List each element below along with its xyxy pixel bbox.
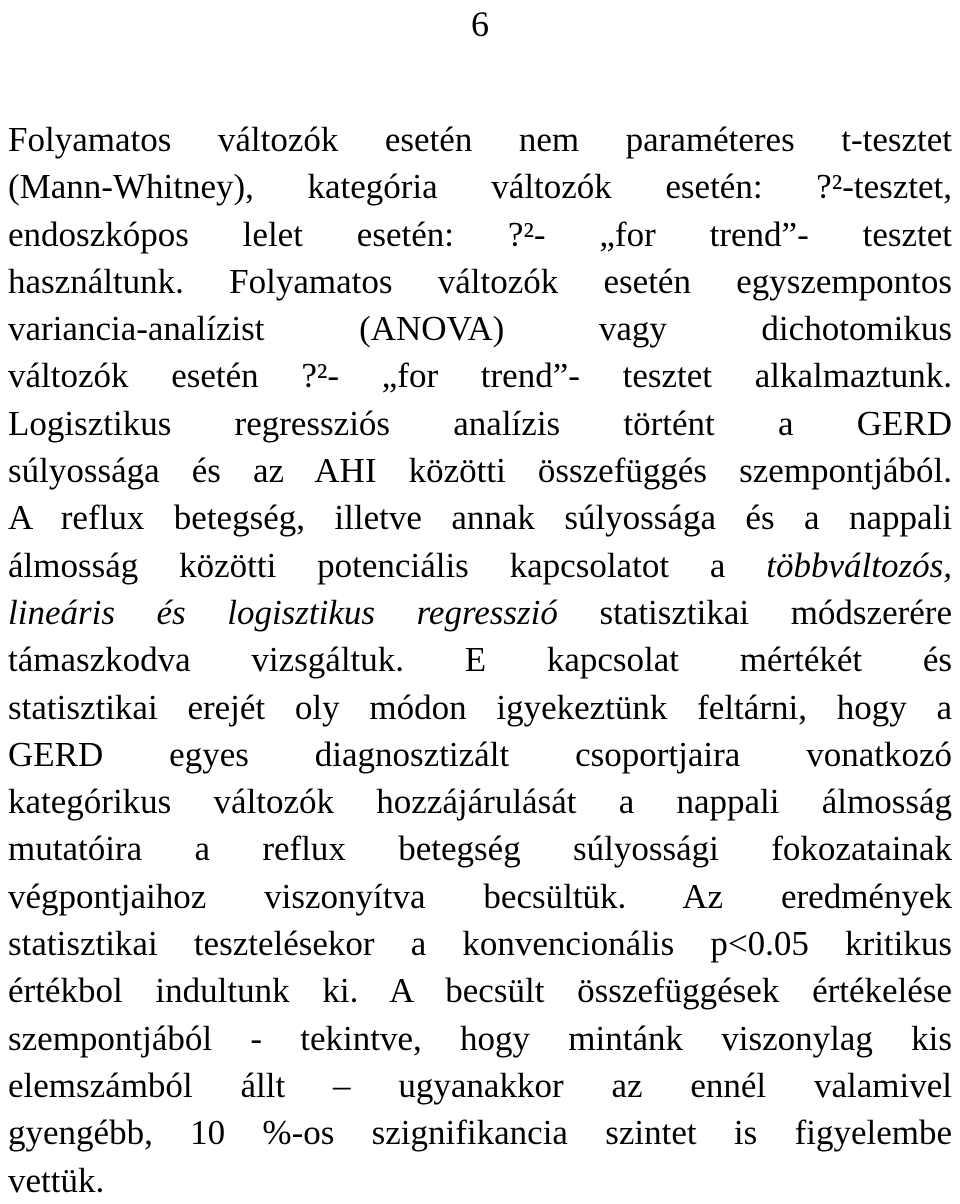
text-line: GERD egyes diagnosztizált csoportjaira vonatkozó [8, 734, 952, 774]
text-line: álmosság közötti potenciális kapcsolatot a többváltozós, [8, 545, 952, 585]
italic-term: lineáris és logisztikus regresszió [8, 592, 558, 632]
text-line: lineáris és logisztikus regresszió statisztikai módszerére [8, 592, 952, 632]
text-line: támaszkodva vizsgáltuk. E kapcsolat mértékét és [8, 640, 952, 680]
text-line: (Mann-Whitney), kategória változók esetén: ?²-tesztet, [8, 167, 952, 207]
text-line: statisztikai erejét oly módon igyekeztünk feltárni, hogy a [8, 687, 952, 727]
text-line: Logisztikus regressziós analízis történt a GERD [8, 403, 952, 443]
text-line: értékbol indultunk ki. A becsült összefüggések értékelése [8, 971, 952, 1011]
body-paragraph [8, 116, 952, 1204]
text-line: súlyossága és az AHI közötti összefüggés szempontjából. [8, 451, 952, 491]
text-line: A reflux betegség, illetve annak súlyossága és a nappali [8, 498, 952, 538]
text-line: változók esetén ?²- „for trend”- tesztet alkalmaztunk. [8, 356, 952, 396]
text-line: mutatóira a reflux betegség súlyossági fokozatainak [8, 829, 952, 869]
text-line: elemszámból állt – ugyanakkor az ennél valamivel [8, 1065, 952, 1105]
text-line: használtunk. Folyamatos változók esetén egyszempontos [8, 261, 952, 301]
page-number: 6 [471, 4, 489, 44]
text-line: kategórikus változók hozzájárulását a nappali álmosság [8, 782, 952, 822]
text-line: gyengébb, 10 %-os szignifikancia szintet is figyelembe [8, 1113, 952, 1153]
text-line: végpontjaihoz viszonyítva becsültük. Az eredmények [8, 876, 952, 916]
text-line: variancia-analízist (ANOVA) vagy dichotomikus [8, 309, 952, 349]
text-line: vettük. [8, 1160, 105, 1200]
text-line: statisztikai tesztelésekor a konvencionális p<0.05 kritikus [8, 924, 952, 964]
text-line: szempontjából - tekintve, hogy mintánk viszonylag kis [8, 1018, 952, 1058]
text-line: endoszkópos lelet esetén: ?²- „for trend”- tesztet [8, 214, 952, 254]
text-line: Folyamatos változók esetén nem paraméteres t-tesztet [8, 120, 952, 159]
italic-term: többváltozós, [766, 545, 952, 585]
